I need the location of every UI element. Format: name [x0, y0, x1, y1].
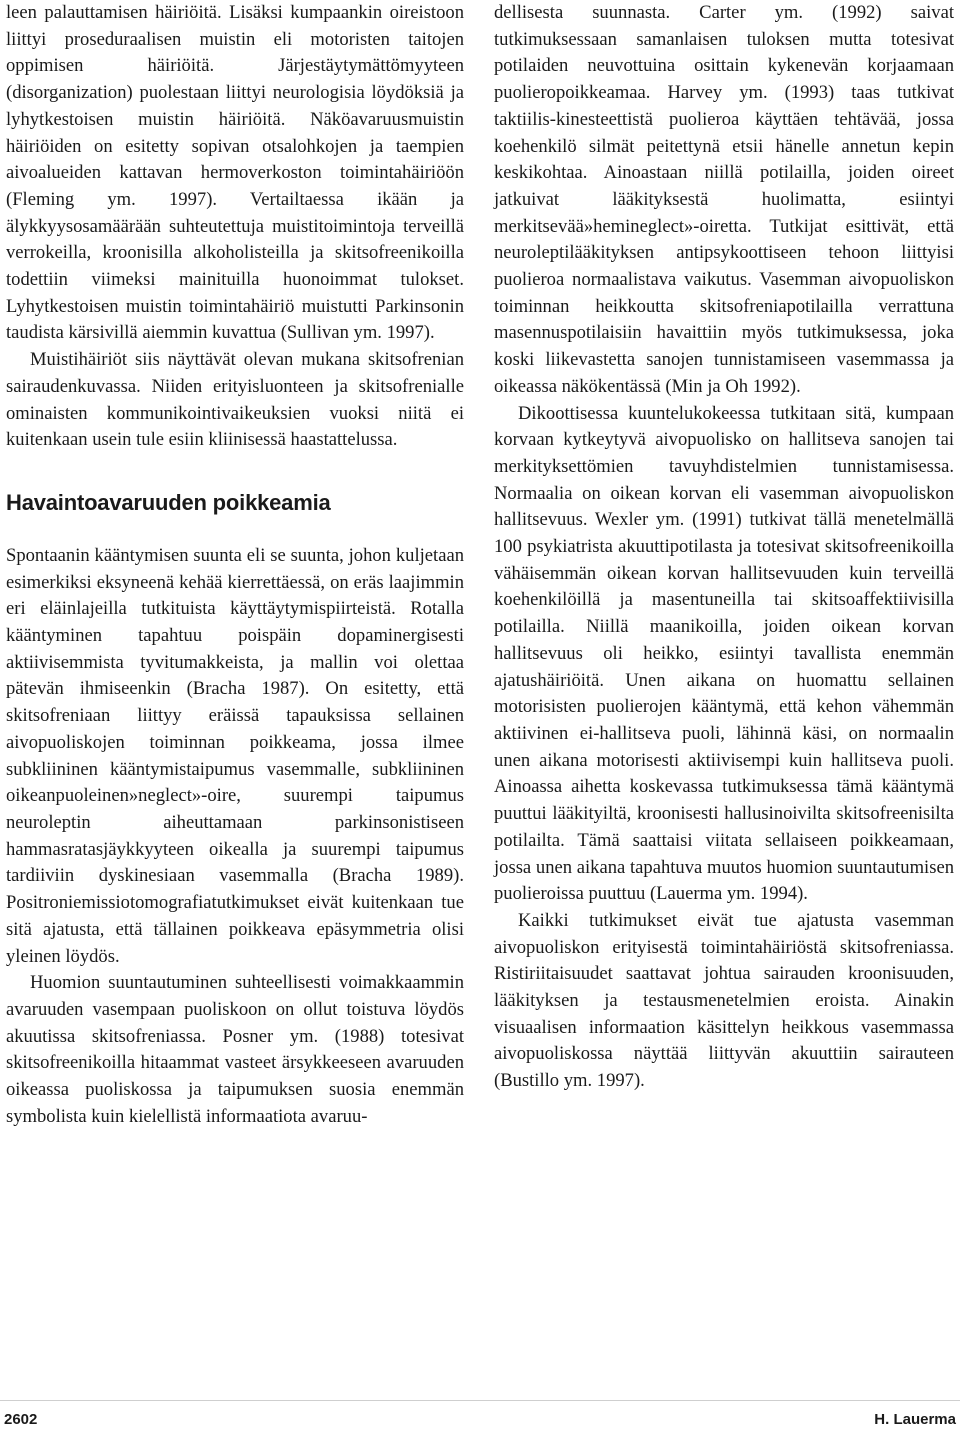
page-number: 2602	[4, 1411, 38, 1428]
running-author: H. Lauerma	[874, 1411, 956, 1428]
body-paragraph: dellisesta suunnasta. Carter ym. (1992) saivat tutkimuksessaan samanlaisen tuloksen mutta totesivat potilaiden neuvottuina osittain kykenevän korjaamaan puolieropoikkeamaa. Harvey ym. (1993) taas tutkivat taktiilis-kinesteettistä puolieroa käyttäen tehtävää, jossa koehenkilö silmät peitettynä etsii hänelle annetun kepin keskikohtaa. Ainoastaan niillä potilailla, joiden oireet jatkuivat lääkityksestä huolimatta, esiintyi merkitsevää»hemineglect»-oiretta. Tutkijat esittivät, että neuroleptilääkityksen antipsykoottiseen tehoon liittyisi puolieroa normaalistava vaikutus. Vasemman aivopuoliskon toiminnan heikkoutta skitsofreniapotilailla verrattuna masennuspotilaisiin havaittiin myös tutkimuksessa, joka koski liikevastetta sanojen tunnistamiseen vasemmassa ja oikeassa näkökentässä (Min ja Oh 1992).	[494, 2, 954, 397]
right-column	[494, 0, 954, 1095]
section-heading: Havaintoavaruuden poikkeamia	[6, 489, 331, 515]
body-paragraph: Huomion suuntautuminen suhteellisesti voimakkaammin avaruuden vasempaan puoliskoon on ollut toistuva löydös akuutissa skitsofreniassa. Posner ym. (1988) totesivat skitsofreenikoilla hitaammat vasteet ärsykkeeseen avaruuden oikeassa puoliskossa ja taipumuksen suosia enemmän symbolista kuin kielellistä informaatiota avaruu-	[6, 972, 464, 1127]
body-paragraph: Kaikki tutkimukset eivät tue ajatusta vasemman aivopuoliskon erityisestä toimintahäiriöstä skitsofreniassa. Ristiriitaisuudet saattavat johtua sairauden kroonisuuden, lääkityksen ja testausmenetelmien eroista. Ainakin visuaalisen informaation käsittelyn heikkous vasemmassa aivopuoliskossa näyttää liittyvän akuuttiin sairauteen (Bustillo ym. 1997).	[494, 909, 954, 1092]
left-column	[6, 0, 464, 1130]
body-paragraph: leen palauttamisen häiriöitä. Lisäksi kumpaankin oireistoon liittyi proseduraalisen muistin eli motoristen taitojen oppimisen häiriöitä. Järjestäytymättömyyteen (disorganization) puolestaan liittyi neurologisia löydöksiä ja lyhytkestoisen muistin häiriöitä. Näköavaruusmuistin häiriöiden on esitetty sopivan otsalohkojen ja taempien aivoalueiden kattavan hermoverkoston toimintahäiriöön (Fleming ym. 1997). Vertailtaessa ikään ja älykkyysosamäärään suhteutettuja muistitoimintoja terveillä verrokeilla, kroonisilla alkoholisteilla ja skitsofreenikoilla todettiin viimeksi mainituilla huonoimmat tulokset. Lyhytkestoisen muistin toimintahäiriö muistutti Parkinsonin taudista kärsivillä aiemmin kuvattua (Sullivan ym. 1997).	[6, 2, 464, 344]
body-paragraph: Spontaanin kääntymisen suunta eli se suunta, johon kuljetaan esimerkiksi eksyneenä kehää kierrettäessä, on eräs laajimmin eri eläinlajeilla tutkituista käyttäytymispiirteistä. Rotalla kääntyminen tapahtuu poispäin dopaminergisesti aktiivisemmista tyvitumakkeista, ja mallin voi olettaa pätevän ihmiseenkin (Bracha 1987). On esitetty, että skitsofreniaan liittyy eräissä tapauksissa sellainen aivopuoliskojen toiminnan poikkeama, jossa ilmee subkliininen kääntymistaipumus vasemmalle, subkliininen oikeanpuoleinen»neglect»-oire, suurempi taipumus neuroleptin aiheuttamaan parkinsonistiseen hammasratasjäykkyyteen oikealla ja suurempi taipumus tardiiviin dyskinesiaan vasemmalla (Bracha 1989). Positroniemissiotomografiatutkimukset eivät kuitenkaan tue sitä ajatusta, että tällainen poikkeava epäsymmetria olisi yleinen löydös.	[6, 544, 464, 967]
page-footer	[0, 1400, 960, 1432]
body-paragraph: Muistihäiriöt siis näyttävät olevan mukana skitsofrenian sairaudenkuvassa. Niiden erityisluonteen ja skitsofrenialle ominaisten kommunikointivaikeuksien vuoksi niitä ei kuitenkaan usein tule esiin kliinisessä haastattelussa.	[6, 349, 464, 451]
body-paragraph: Dikoottisessa kuuntelukokeessa tutkitaan sitä, kumpaan korvaan kytkeytyvä aivopuolisko on hallitseva sanojen tai merkityksettömien tavuyhdistelmien tunnistamisessa. Normaalia on oikean korvan eli vasemman aivopuoliskon hallitsevuus. Wexler ym. (1991) tutkivat tällä menetelmällä 100 psykiatrista akuuttipotilasta ja totesivat skitsofreenikoilla vähäisemmän oikean korvan hallitsevuuden kuin terveillä koehenkilöillä ja masentuneilla tai skitsoaffektiivisilla potilailla. Niillä maanikoilla, joiden oikean korvan hallitsevuus oli heikko, esiintyi tavallista enemmän ajatushäiriöitä. Unen aikana on huomattu sellainen motorisisten puolierojen kääntymä, että kehon vähemmän aktiivinen ei-hallitseva puoli, lähinnä käsi, on normaalin unen aikana motorisesti aktiivisempi kuin hallitseva puoli. Ainoassa aihetta koskevassa tutkimuksessa tämä kääntymä puuttui lääkityiltä, kroonisesti hallusinoivilta skitsofreenisilta potilailta. Tämä saattaisi viitata sellaiseen poikkeamaan, jossa unen aikana tapahtuva muutos huomion suuntautumisen puolieroissa puuttuu (Lauerma ym. 1994).	[494, 402, 954, 905]
